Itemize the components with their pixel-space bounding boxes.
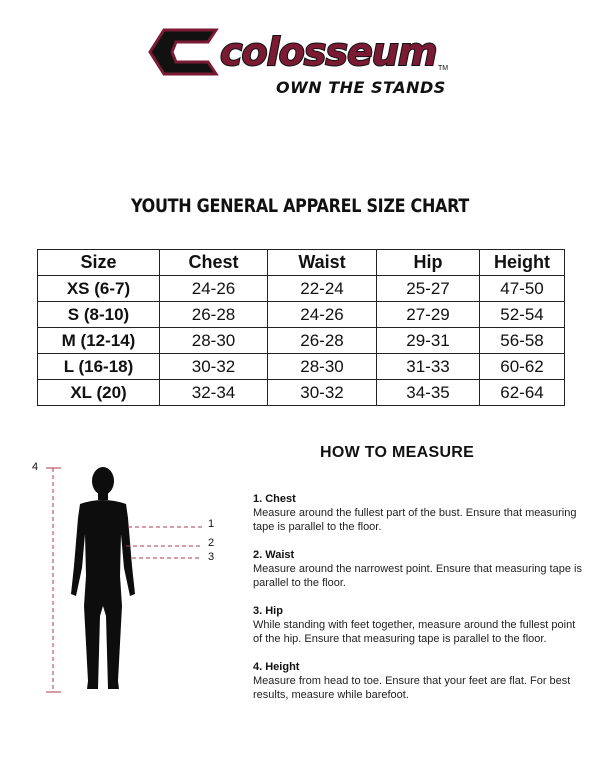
- size-cell: XL (20): [38, 380, 160, 406]
- chest-cell: 32-34: [160, 380, 268, 406]
- step-height: [253, 660, 583, 702]
- height-cell: 52-54: [480, 302, 565, 328]
- step-text: Measure around the narrowest point. Ensure that measuring tape is parallel to the floor.: [253, 563, 582, 589]
- brand-tagline: OWN THE STANDS: [276, 78, 446, 97]
- chest-cell: 24-26: [160, 276, 268, 302]
- marker-3: 3: [208, 551, 215, 563]
- body-measurement-figure: [28, 456, 228, 706]
- marker-1: 1: [208, 518, 215, 530]
- hip-cell: 34-35: [377, 380, 480, 406]
- table-row: [38, 354, 565, 380]
- step-heading: 4. Height: [253, 661, 300, 673]
- hip-cell: 25-27: [377, 276, 480, 302]
- header-size: Size: [38, 250, 160, 276]
- step-heading: 1. Chest: [253, 493, 296, 505]
- hip-cell: 27-29: [377, 302, 480, 328]
- header-hip: Hip: [377, 250, 480, 276]
- step-chest: [253, 492, 583, 534]
- measurement-steps: [253, 492, 583, 716]
- size-cell: L (16-18): [38, 354, 160, 380]
- height-cell: 60-62: [480, 354, 565, 380]
- body-silhouette: [71, 467, 135, 689]
- size-table: [37, 249, 565, 406]
- logo-emblem: [150, 30, 216, 74]
- chest-cell: 26-28: [160, 302, 268, 328]
- height-cell: 56-58: [480, 328, 565, 354]
- height-cell: 62-64: [480, 380, 565, 406]
- step-text: Measure from head to toe. Ensure that your feet are flat. For best results, measure while barefoot.: [253, 675, 571, 701]
- table-row: [38, 302, 565, 328]
- size-cell: M (12-14): [38, 328, 160, 354]
- table-row: [38, 276, 565, 302]
- marker-2: 2: [208, 537, 215, 549]
- size-cell: S (8-10): [38, 302, 160, 328]
- step-text: Measure around the fullest part of the bust. Ensure that measuring tape is parallel to the floor.: [253, 507, 577, 533]
- waist-cell: 28-30: [268, 354, 377, 380]
- chest-cell: 30-32: [160, 354, 268, 380]
- step-text: While standing with feet together, measure around the fullest point of the hip. Ensure that measuring tape is parallel to the floor.: [253, 619, 576, 645]
- waist-cell: 24-26: [268, 302, 377, 328]
- step-heading: 3. Hip: [253, 605, 283, 617]
- size-chart-title: YOUTH GENERAL APPAREL SIZE CHART: [130, 194, 470, 217]
- chest-cell: 28-30: [160, 328, 268, 354]
- how-to-measure-title: HOW TO MEASURE: [320, 444, 475, 461]
- waist-cell: 22-24: [268, 276, 377, 302]
- marker-4: 4: [32, 461, 39, 473]
- step-heading: 2. Waist: [253, 549, 295, 561]
- header-height: Height: [480, 250, 565, 276]
- height-cell: 47-50: [480, 276, 565, 302]
- table-row: [38, 380, 565, 406]
- table-header-row: [38, 250, 565, 276]
- header-chest: Chest: [160, 250, 268, 276]
- waist-cell: 26-28: [268, 328, 377, 354]
- size-cell: XS (6-7): [38, 276, 160, 302]
- table-row: [38, 328, 565, 354]
- logo-wordmark: colosseum: [220, 30, 437, 74]
- waist-cell: 30-32: [268, 380, 377, 406]
- trademark-mark: TM: [438, 65, 449, 72]
- header-waist: Waist: [268, 250, 377, 276]
- step-hip: [253, 604, 583, 646]
- step-waist: [253, 548, 583, 590]
- hip-cell: 29-31: [377, 328, 480, 354]
- hip-cell: 31-33: [377, 354, 480, 380]
